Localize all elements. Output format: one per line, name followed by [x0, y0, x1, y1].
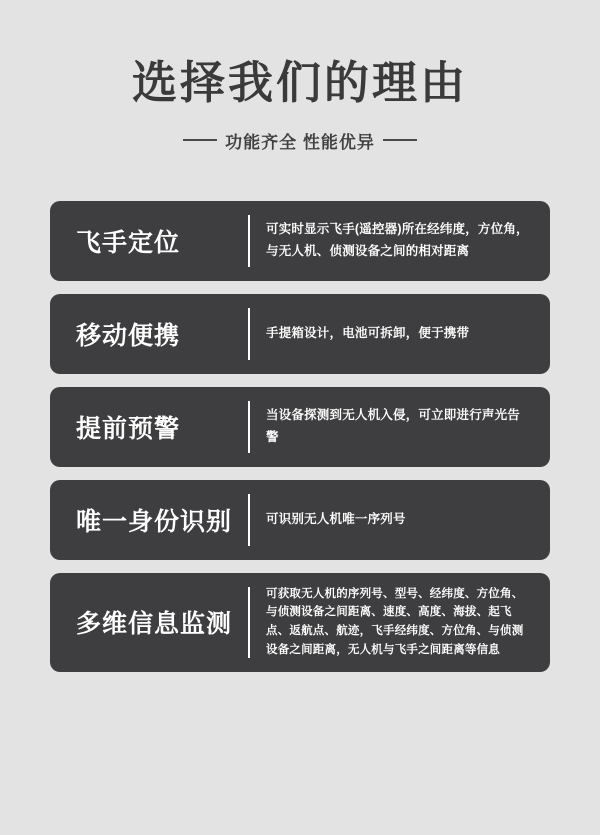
- feature-card-list: [50, 153, 550, 673]
- feature-card: [50, 294, 550, 374]
- feature-card-title: 唯一身份识别: [50, 480, 250, 560]
- feature-card-description: 可识别无人机唯一序列号: [266, 511, 406, 526]
- page-header: [0, 0, 600, 153]
- feature-card-description: 可获取无人机的序列号、型号、经纬度、方位角、与侦测设备之间距离、速度、高度、海拔、起飞点、返航点、航迹，飞手经纬度、方位角、与侦测设备之间距离，无人机与飞手之间距离等信息: [266, 587, 524, 657]
- feature-card: [50, 573, 550, 673]
- feature-card-description: 手提箱设计，电池可拆卸，便于携带: [266, 325, 470, 340]
- rule-left-decoration: [183, 139, 217, 141]
- subtitle-row: [0, 128, 600, 153]
- feature-card-title: 飞手定位: [50, 201, 250, 281]
- feature-card: [50, 480, 550, 560]
- feature-card-title: 多维信息监测: [50, 573, 250, 673]
- feature-card: [50, 387, 550, 467]
- feature-card-description: 当设备探测到无人机入侵，可立即进行声光告警: [266, 408, 521, 444]
- page-subtitle: 功能齐全 性能优异: [225, 132, 375, 152]
- rule-right-decoration: [383, 139, 417, 141]
- page-title: 选择我们的理由: [131, 57, 468, 108]
- feature-card-description: 可实时显示飞手(遥控器)所在经纬度，方位角，与无人机、侦测设备之间的相对距离: [266, 222, 529, 258]
- feature-card-title: 移动便携: [50, 294, 250, 374]
- feature-card-title: 提前预警: [50, 387, 250, 467]
- feature-card: [50, 201, 550, 281]
